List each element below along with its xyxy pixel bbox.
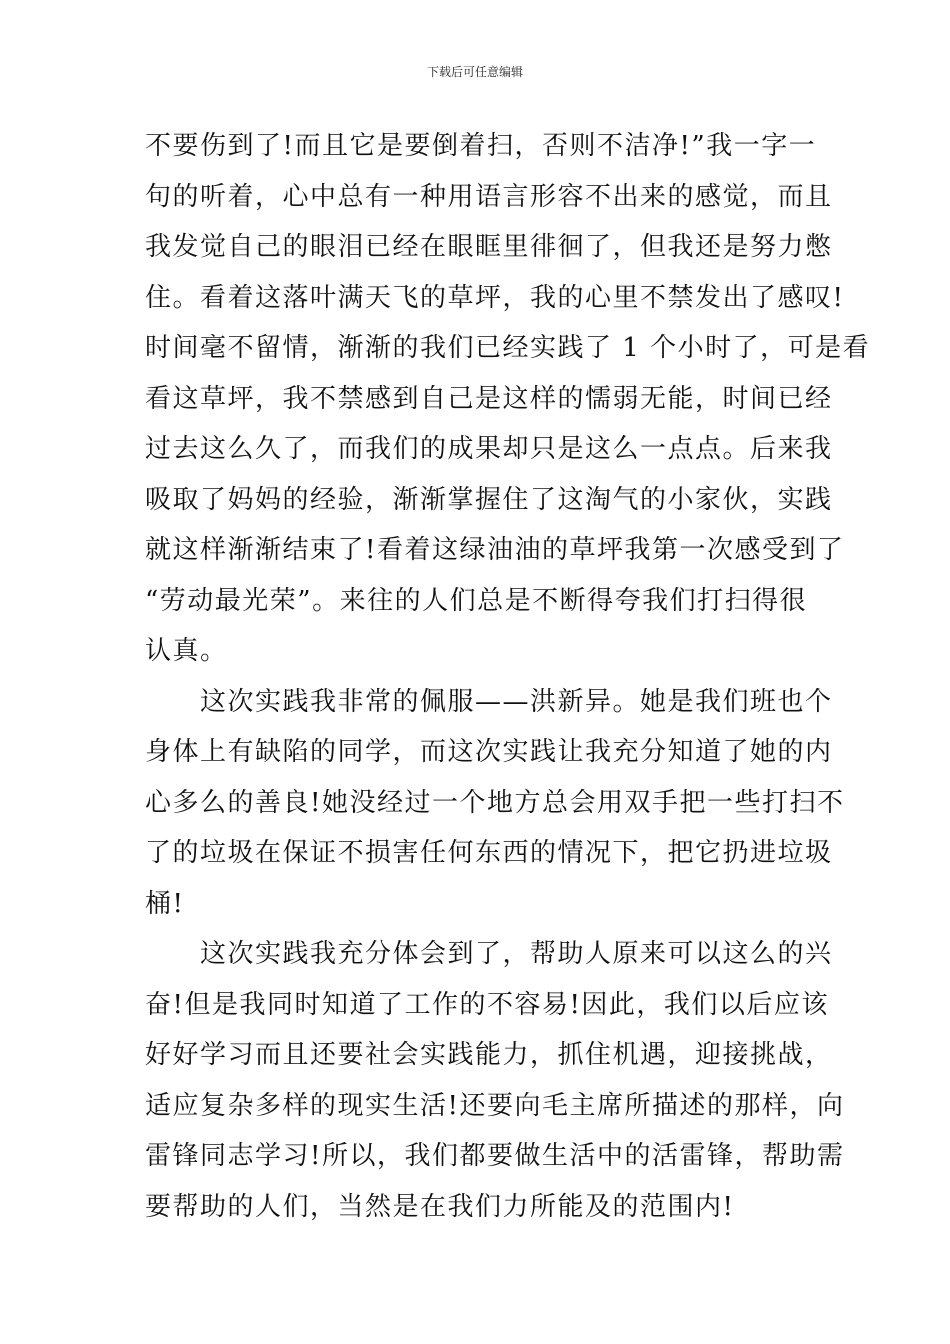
- text-line: 奋!但是我同时知道了工作的不容易!因此，我们以后应该: [145, 989, 829, 1020]
- text-line: 身体上有缺陷的同学，而这次实践让我充分知道了她的内: [145, 737, 833, 767]
- text-line: 适应复杂多样的现实生活!还要向毛主席所描述的那样，向: [145, 1090, 845, 1121]
- text-line: 不要伤到了!而且它是要倒着扫，否则不洁净!”我一字一: [145, 131, 817, 161]
- document-body: [145, 121, 871, 1232]
- text-line: 好好学习而且还要社会实践能力，抓住机遇，迎接挑战，: [145, 1040, 833, 1070]
- text-line: 桶!: [145, 888, 185, 919]
- text-line: 我发觉自己的眼泪已经在眼眶里徘徊了，但我还是努力憋: [145, 232, 833, 262]
- text-line: “劳动最光荣”。来往的人们总是不断得夸我们打扫得很: [145, 585, 808, 616]
- text-line: 雷锋同志学习!所以，我们都要做生活中的活雷锋，帮助需: [145, 1141, 845, 1171]
- text-line: 吸取了妈妈的经验，渐渐掌握住了这淘气的小家伙，实践: [145, 484, 833, 515]
- text-line: 这次实践我充分体会到了，帮助人原来可以这么的兴: [145, 939, 833, 969]
- text-line: 看这草坪，我不禁感到自己是这样的懦弱无能，时间已经: [145, 383, 833, 414]
- paragraph-3: [145, 929, 845, 1232]
- text-line: 了的垃圾在保证不损害任何东西的情况下，把它扔进垃圾: [145, 838, 833, 868]
- text-line: 时间毫不留情，渐渐的我们已经实践了 1 个小时了，可是看: [145, 333, 871, 363]
- paragraph-2: [145, 677, 845, 930]
- text-line: 住。看着这落叶满天飞的草坪，我的心里不禁发出了感叹!: [145, 282, 845, 313]
- text-line: 就这样渐渐结束了!看着这绿油油的草坪我第一次感受到了: [145, 535, 845, 565]
- paragraph-1: [145, 121, 871, 677]
- text-line: 这次实践我非常的佩服——洪新异。她是我们班也个: [145, 686, 833, 717]
- text-line: 句的听着，心中总有一种用语言形容不出来的感觉，而且: [145, 181, 833, 212]
- text-line: 过去这么久了，而我们的成果却只是这么一点点。后来我: [145, 434, 833, 464]
- text-line: 要帮助的人们，当然是在我们力所能及的范围内!: [145, 1191, 735, 1222]
- text-line: 认真。: [145, 636, 228, 666]
- text-line: 心多么的善良!她没经过一个地方总会用双手把一些打扫不: [145, 787, 845, 818]
- page-header: 下载后可任意编辑: [426, 65, 523, 79]
